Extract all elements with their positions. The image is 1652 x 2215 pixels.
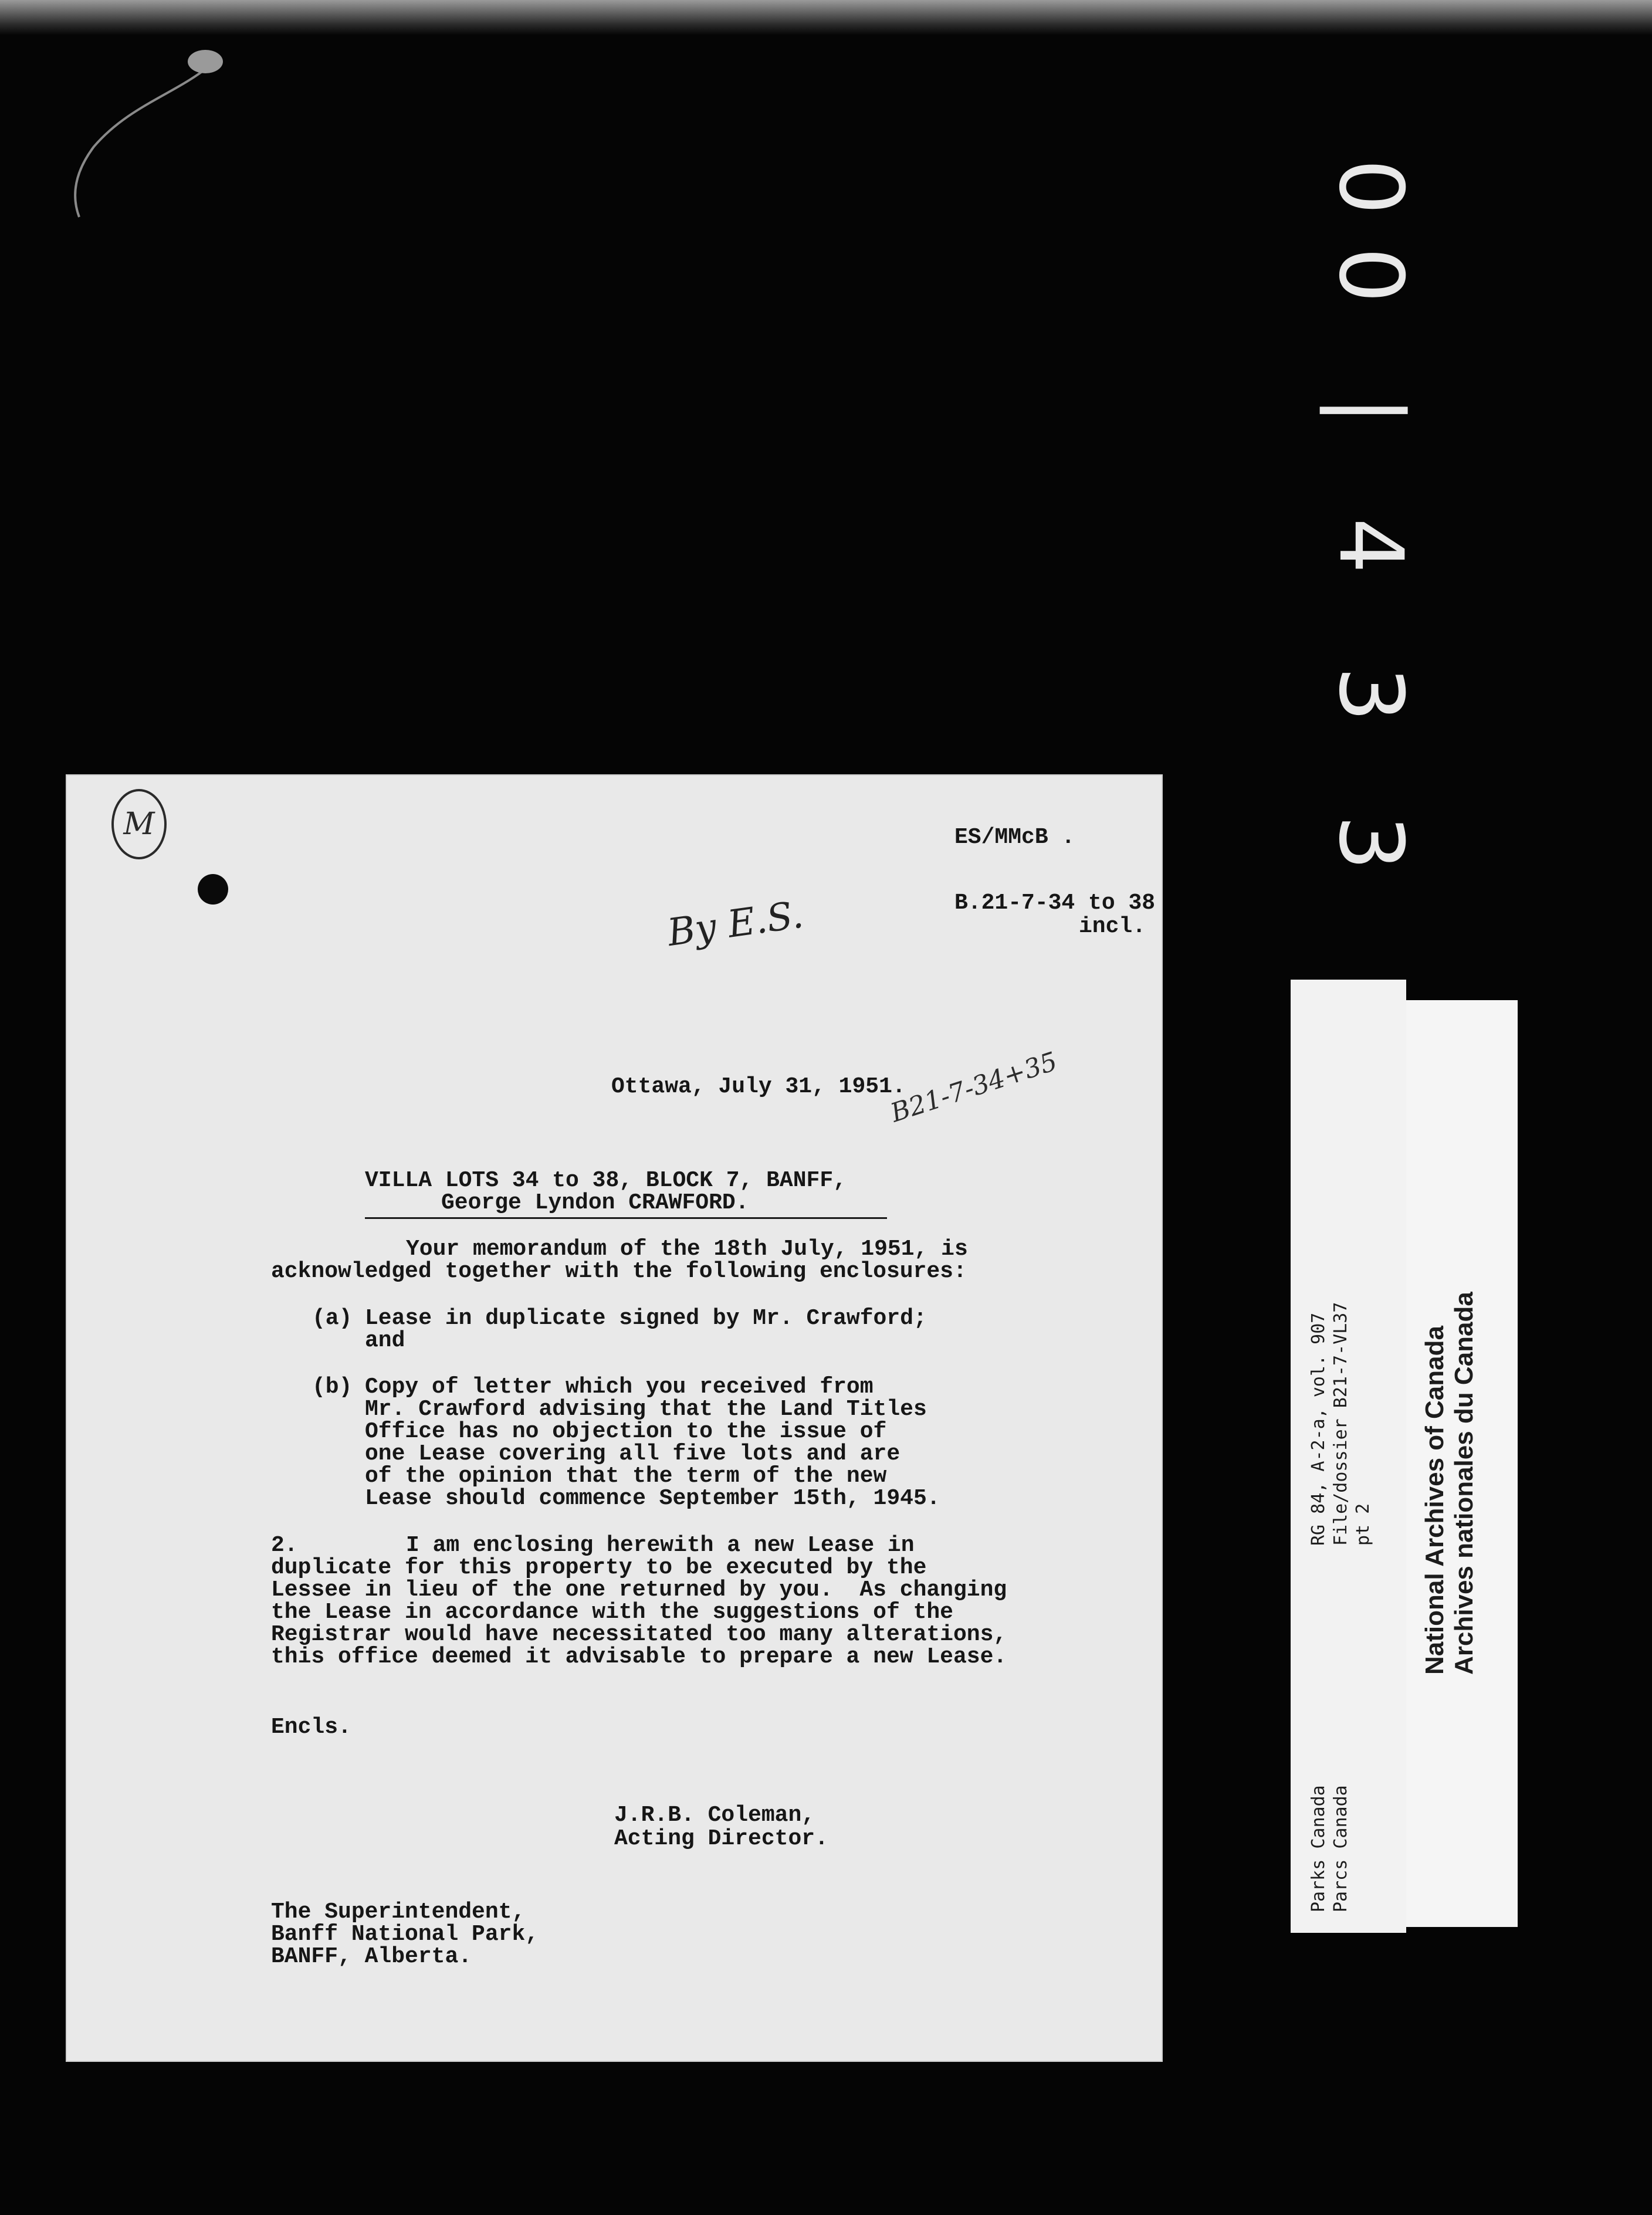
subject-line1: VILLA LOTS 34 to 38, BLOCK 7, BANFF, [365, 1168, 847, 1193]
date-line: Ottawa, July 31, 1951. [611, 1074, 906, 1099]
file-number-line2: incl. [1079, 914, 1146, 939]
archive-ref-line3: pt 2 [1353, 1503, 1373, 1546]
punch-hole [198, 874, 228, 905]
institution-name-fr: Archives nationales du Canada [1450, 1292, 1478, 1675]
para2-number: 2. [271, 1533, 298, 1558]
para2-line2: duplicate for this property to be executed by the [271, 1555, 927, 1580]
intro-line1: Your memorandum of the 18th July, 1951, is [406, 1237, 968, 1262]
item-a-marker: (a) [312, 1306, 353, 1331]
archive-ref-line2: File/dossier B21-7-VL37 [1331, 1302, 1351, 1546]
film-edge [0, 0, 1652, 35]
archive-org-en: Parks Canada [1308, 1785, 1329, 1912]
item-b-line3: Office has no objection to the issue of [365, 1419, 887, 1444]
circled-initial-mark [107, 786, 171, 862]
file-number-line1: B.21-7-34 to 38 [954, 890, 1156, 916]
handwritten-initials [661, 892, 806, 956]
archive-org-fr: Parcs Canada [1331, 1785, 1351, 1912]
item-b-marker: (b) [312, 1374, 353, 1400]
film-scratch [59, 59, 246, 235]
reference-code: ES/MMcB . [954, 825, 1075, 850]
subject-line2: George Lyndon CRAWFORD. [441, 1190, 749, 1215]
item-a-line2: and [365, 1328, 405, 1353]
item-a-line1: Lease in duplicate signed by Mr. Crawford; [365, 1306, 927, 1331]
item-b-line4: one Lease covering all five lots and are [365, 1441, 901, 1466]
para2-line4: the Lease in accordance with the suggestions of the [271, 1600, 953, 1625]
archive-reference-label [1291, 980, 1406, 1933]
circled-initial-text: M [123, 807, 155, 842]
addressee-line3: BANFF, Alberta. [271, 1944, 472, 1969]
signer-title: Acting Director. [614, 1826, 828, 1851]
addressee-line1: The Superintendent, [271, 1899, 526, 1925]
para2-line3: Lessee in lieu of the one returned by you. As changing [271, 1577, 1007, 1603]
addressee-line2: Banff National Park, [271, 1922, 539, 1947]
institution-label [1406, 1000, 1518, 1927]
item-b-line6: Lease should commence September 15th, 1945. [365, 1486, 940, 1511]
handwritten-file-reference: B21-7-34+35 [887, 1046, 1061, 1129]
signer-name: J.R.B. Coleman, [614, 1803, 815, 1828]
item-b-line5: of the opinion that the term of the new [365, 1464, 887, 1489]
para2-line1: I am enclosing herewith a new Lease in [406, 1533, 915, 1558]
subject-underline [365, 1217, 887, 1219]
frame-number-text: 00 | 4 3 3 [1319, 158, 1421, 903]
institution-name-en: National Archives of Canada [1420, 1326, 1449, 1675]
item-b-line1: Copy of letter which you received from [365, 1374, 874, 1400]
intro-line2: acknowledged together with the following enclosures: [271, 1259, 967, 1284]
letter-page [66, 774, 1163, 2062]
frame-number [1312, 158, 1429, 903]
para2-line6: this office deemed it advisable to prepare a new Lease. [271, 1644, 1007, 1669]
para2-line5: Registrar would have necessitated too many alterations, [271, 1622, 1007, 1647]
enclosures-note: Encls. [271, 1715, 351, 1740]
item-b-line2: Mr. Crawford advising that the Land Titles [365, 1397, 927, 1422]
archive-ref-line1: RG 84, A-2-a, vol. 907 [1308, 1312, 1329, 1546]
initials-text: By E.S. [665, 893, 806, 956]
